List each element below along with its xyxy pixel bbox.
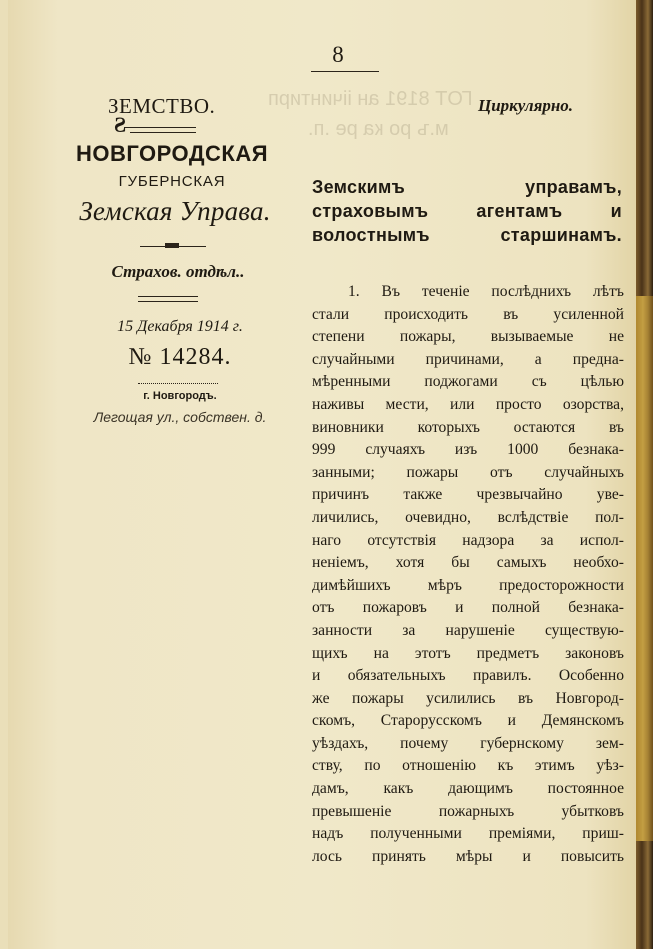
show-through-text: ГОТ 8191 ан іічинтирп [268,88,473,110]
header-left: ЗЕМСТВО. [108,94,216,118]
ornament-icon: Ƨ [114,112,127,137]
body-line: 1. Въ теченіе послѣднихъ лѣтъ [348,283,624,300]
body-line: уѣздахъ, почему губернскому зем- [312,734,624,752]
body-line: дамъ, какъ дающимъ постоянное [312,780,624,798]
body-line: скомъ, Старорусскомъ и Демянскомъ [312,712,624,730]
divider [138,301,198,302]
body-line: превышеніе пожарныхъ убытковъ [312,802,624,820]
sender-name-line3: Земская Управа. [79,196,271,226]
body-line: димѣйшихъ мѣръ предосторожности [312,576,624,594]
body-line: лось принять мѣры и повысить [312,847,624,865]
divider [138,296,198,297]
body-line: ству, по отношенію къ этимъ уѣз- [312,757,624,775]
body-line: и обязательныхъ правилъ. Особенно [312,667,624,685]
department: Страхов. отдѣл.. [111,262,245,281]
sender-city: г. Новгородъ. [143,390,217,402]
body-line: щихъ на этотъ предметъ законовъ [312,644,624,662]
header-right: Циркулярно. [478,96,574,115]
addressee-line: Земскимъ управамъ, [312,177,622,197]
document-page [8,0,636,949]
body-line: же пожары усилились въ Новгород- [312,689,624,707]
body-line: наго отсутствія надзора за испол- [312,531,624,549]
addressee-line: страховымъ агентамъ и [312,201,622,221]
body-line: мѣренными поджогами съ цѣлью [312,373,624,391]
divider-ornament [165,243,179,248]
body-line: наживы мести, или просто озорства, [312,395,624,413]
body-line: занными; пожары отъ случайныхъ [312,463,624,481]
sender-address: Легощая ул., собствен. д. [93,409,267,425]
body-line: неніемъ, хотя бы самыхъ необхо- [312,554,624,572]
addressee-line: волостнымъ старшинамъ. [312,225,622,245]
document-number: № 14284. [128,344,232,370]
sender-name-line1: НОВГОРОДСКАЯ [75,141,269,166]
divider [130,132,196,133]
body-line: отъ пожаровъ и полной безнака- [312,599,624,617]
body-line: случайными причинами, а предна- [312,350,624,368]
show-through-text: м.ъ ро ка ре .п. [308,118,449,140]
sender-name-line2: ГУБЕРНСКАЯ [118,173,226,190]
body-line: личились, очевидно, вслѣдствіе пол- [312,508,624,526]
body-line: причинъ также чрезвычайно уве- [312,486,624,504]
page-number: 8 [332,42,344,67]
divider [138,383,218,384]
book-edge-highlight [636,296,653,841]
divider [124,127,196,128]
body-text [312,281,624,868]
body-line: занности за нарушеніе существую- [312,621,624,639]
body-line: стали происходить въ усиленной [312,305,624,323]
addressee-block [312,175,622,247]
body-line: степени пожары, вызываемые не [312,328,624,346]
document-date: 15 Декабря 1914 г. [117,318,243,335]
body-line: надъ полученными преміями, приш- [312,825,624,843]
body-line: виновники которыхъ остаются въ [312,418,624,436]
page-number-rule [311,71,379,72]
body-line: 999 случаяхъ изъ 1000 безнака- [312,441,624,459]
